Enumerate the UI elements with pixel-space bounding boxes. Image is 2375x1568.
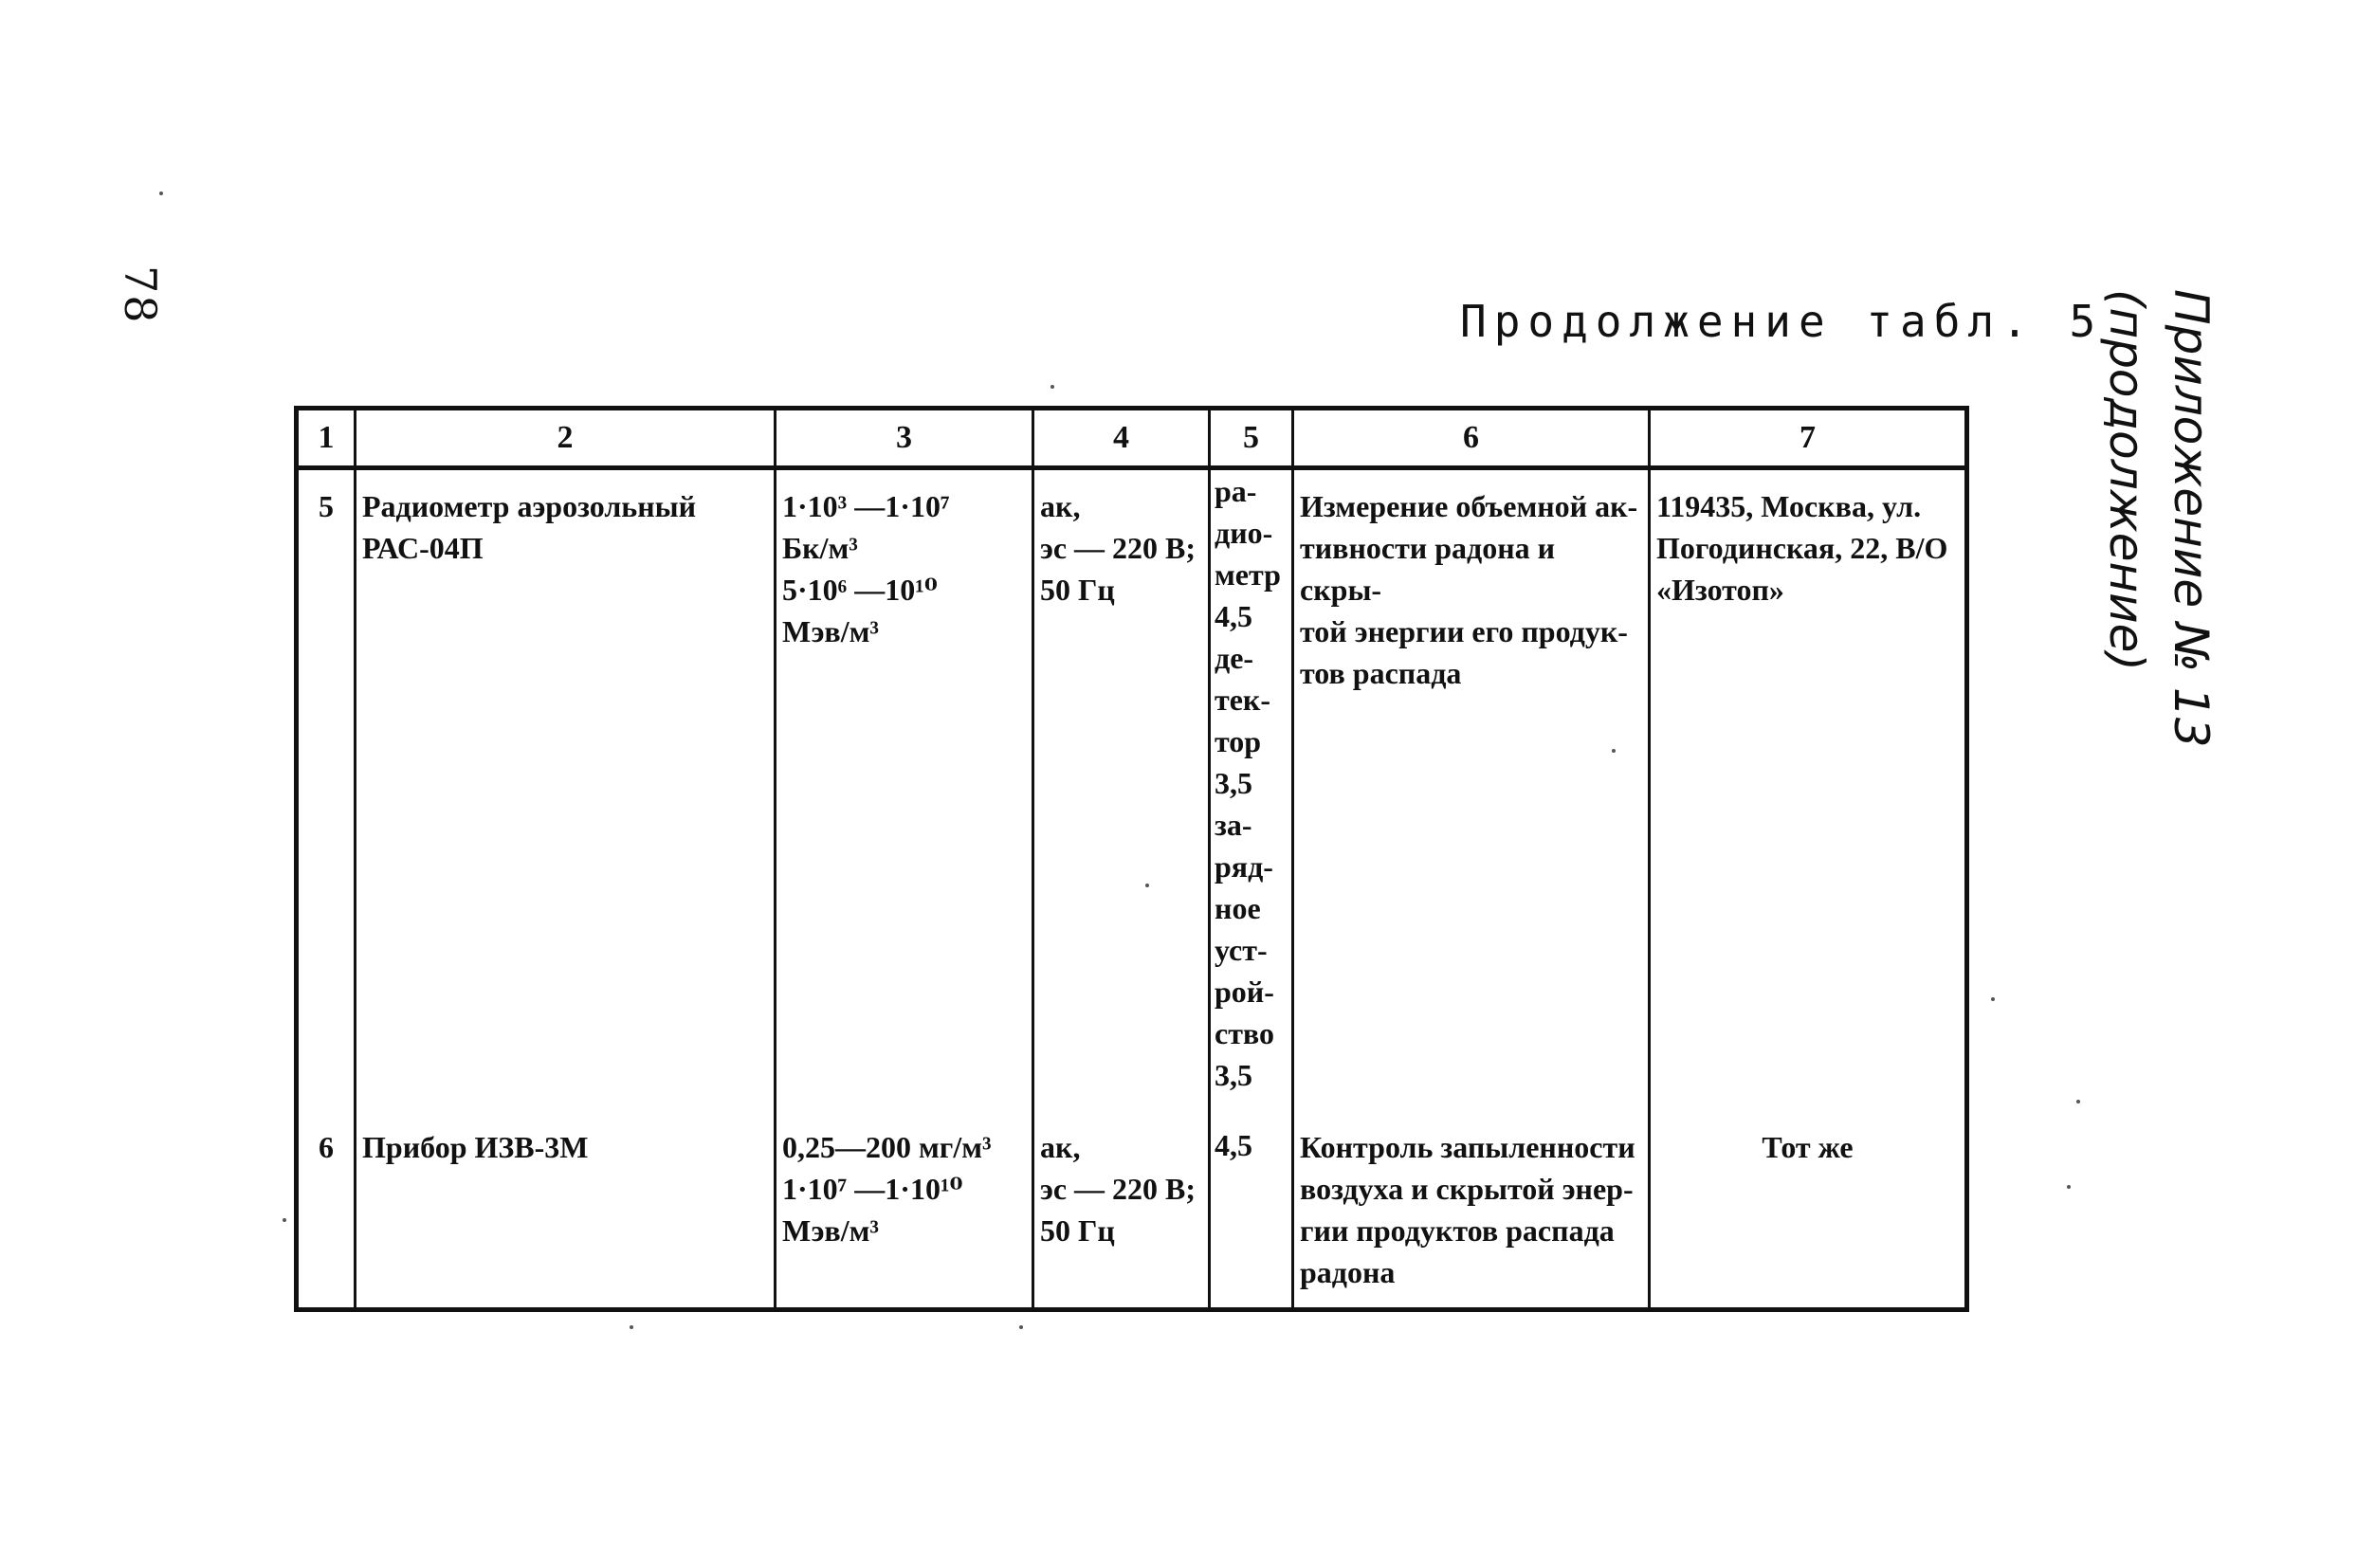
device-name: Прибор ИЗВ-3М: [356, 1124, 776, 1310]
row-number: 5: [297, 468, 356, 1125]
row-number: 6: [297, 1124, 356, 1310]
power-supply: ак, эс — 220 В; 50 Гц: [1033, 468, 1210, 1125]
header-col-2: 2: [356, 409, 776, 468]
device-weight: 4,5: [1210, 1124, 1293, 1310]
manufacturer-address: 119435, Москва, ул. Погодинская, 22, В/О «Изотоп»: [1650, 468, 1967, 1125]
header-col-6: 6: [1293, 409, 1650, 468]
manufacturer-address: Тот же: [1650, 1124, 1967, 1310]
purpose: Измерение объемной ак- тивности радона и скры- той энергии его продук- тов распада: [1293, 468, 1650, 1125]
device-weight: ра- дио- метр 4,5 де- тек- тор 3,5 за- ряд- ное уст- рой- ство 3,5: [1210, 468, 1293, 1125]
page-number: 78: [115, 265, 166, 325]
header-col-5: 5: [1210, 409, 1293, 468]
table-row: [297, 468, 1967, 1125]
appendix-heading: [2094, 289, 2223, 748]
purpose: Контроль запыленности воздуха и скрытой энер- гии продуктов распада радона: [1293, 1124, 1650, 1310]
scan-speck: [1019, 1325, 1023, 1329]
table-continuation-caption: Продолжение табл. 5: [1460, 296, 2104, 347]
appendix-title: Приложение № 13: [2164, 289, 2219, 748]
device-name: Радиометр аэрозольный РАС-04П: [356, 468, 776, 1125]
header-col-4: 4: [1033, 409, 1210, 468]
scan-speck: [630, 1325, 633, 1329]
table-row: [297, 1124, 1967, 1310]
table-header-row: [297, 409, 1967, 468]
scan-speck: [1050, 385, 1054, 389]
measurement-range: 1·10³ —1·10⁷ Бк/м³ 5·10⁶ —10¹⁰ Мэв/м³: [776, 468, 1033, 1125]
appendix-subtitle: (продолжение): [2099, 289, 2154, 671]
header-col-3: 3: [776, 409, 1033, 468]
measurement-range: 0,25—200 мг/м³ 1·10⁷ —1·10¹⁰ Мэв/м³: [776, 1124, 1033, 1310]
scan-speck: [2076, 1100, 2080, 1103]
scan-speck: [283, 1218, 286, 1222]
scan-speck: [2067, 1185, 2071, 1189]
scan-speck: [1612, 749, 1616, 753]
scan-speck: [1145, 884, 1149, 887]
header-col-1: 1: [297, 409, 356, 468]
header-col-7: 7: [1650, 409, 1967, 468]
scan-speck: [1991, 997, 1995, 1001]
scan-speck: [159, 191, 163, 195]
power-supply: ак, эс — 220 В; 50 Гц: [1033, 1124, 1210, 1310]
equipment-table: [294, 406, 1969, 1312]
